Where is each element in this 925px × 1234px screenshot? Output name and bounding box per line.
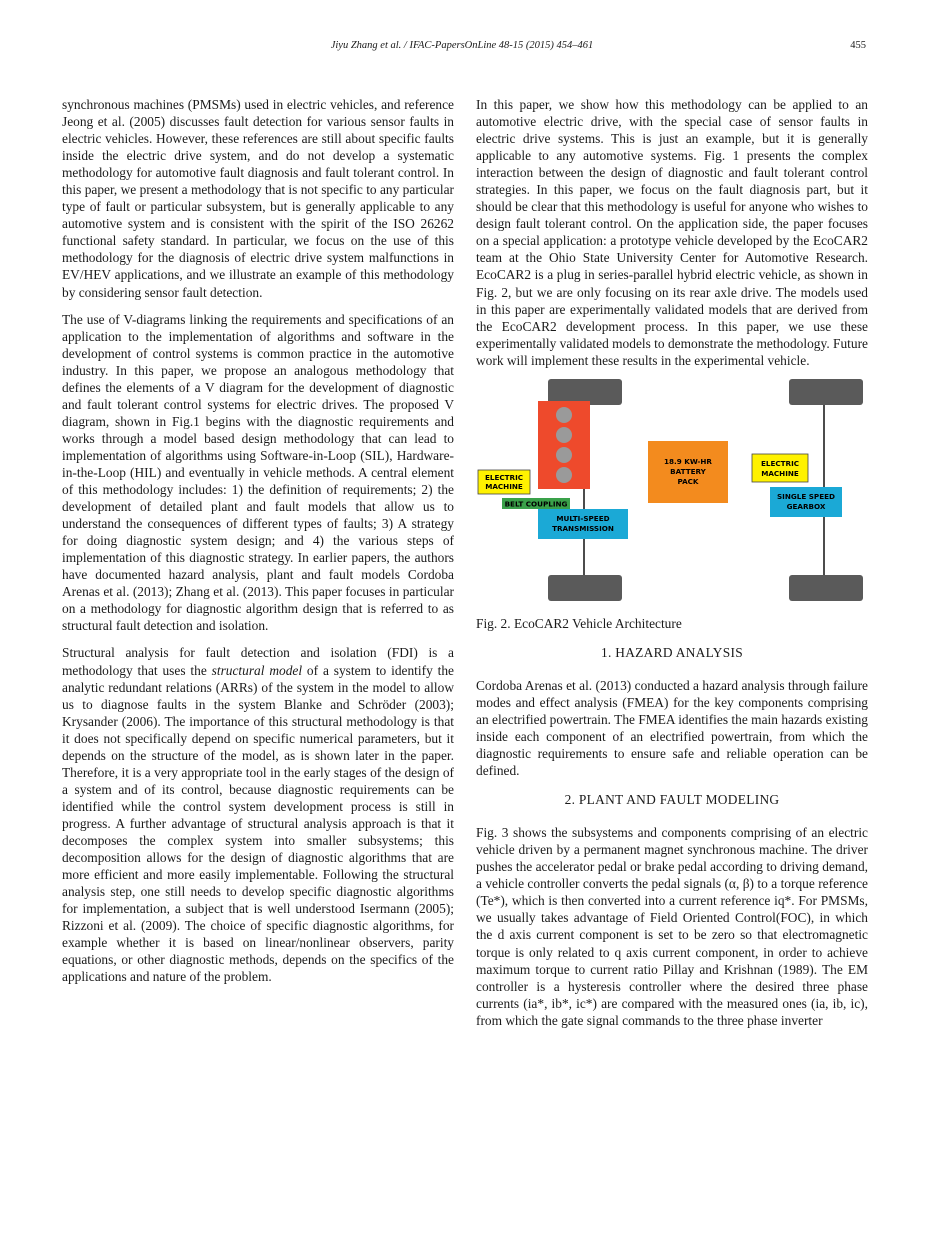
wheel-rear-top xyxy=(789,379,863,405)
architecture-diagram xyxy=(476,379,868,615)
paragraph xyxy=(62,644,454,985)
gearbox-line1: SINGLE SPEED xyxy=(777,491,835,501)
figure-ecocar2-architecture xyxy=(476,379,868,615)
paragraph: Fig. 3 shows the subsystems and components comprising of an electric vehicle driven by a permanent magnet synchronous machine. The driver pushes the accelerator pedal or brake pedal according to driving demand, a vehicle controller converts the pedal signals (α, β) to a torque reference (Te*), which is then converted into a current reference iq*. For PMSMs, we usually takes advantage of Field Oriented Control(FOC), in which the d axis current component is set to be zero so that electromagnetic torque is only related to q axis current component, in order to achieve maximum torque to current ratio Pillay and Krishnan (1989). The EM controller is a hysteresis controller where the desired three phase currents (ia*, ib*, ic*) are compared with the measured ones (ia, ib, ic), from which the gate signal commands to the three phase inverter xyxy=(476,825,868,1028)
cylinder xyxy=(556,467,572,483)
transmission-line2: TRANSMISSION xyxy=(552,523,614,533)
wheel-front-bottom xyxy=(548,575,622,601)
left-column xyxy=(62,96,454,995)
belt-coupling-label: BELT COUPLING xyxy=(504,499,568,509)
section-heading-hazard-analysis: 1. HAZARD ANALYSIS xyxy=(600,644,744,660)
electric-machine-rear-line2: MACHINE xyxy=(761,468,799,478)
cylinder xyxy=(556,427,572,443)
paragraph: Cordoba Arenas et al. (2013) conducted a hazard analysis through failure modes and effect analysis (FMEA) for the key components comprising an electrified powertrain. The FMEA identifies the main hazards existing inside each component of an electrified powertrain, from which the diagnostic requirements to ensure safe and reliable operation can be defined. xyxy=(476,677,868,779)
gearbox-line2: GEARBOX xyxy=(786,501,826,511)
cylinder xyxy=(556,447,572,463)
running-head: Jiyu Zhang et al. / IFAC-PapersOnLine 48-15 (2015) 454–461 xyxy=(330,40,594,51)
text-run: Structural analysis for fault detection and isolation (FDI) is a methodology that uses the xyxy=(62,645,454,678)
cylinder xyxy=(556,407,572,423)
paragraph: synchronous machines (PMSMs) used in electric vehicles, and reference Jeong et al. (2005) discusses fault detection for various sensor faults in electric vehicles. However, these references are still about specific faults inside the electric drive system, and do not develop a systematic methodology for automotive fault diagnosis and fault tolerant control. In this paper, we present a methodology that is not specific to any particular type of fault or particular subsystem, but is generally applicable to any automotive system and is consistent with the spirit of the ISO 26262 functional safety standard. In particular, we focus on the use of this methodology for the diagnosis of electric drive system malfunctions in EV/HEV applications, and we illustrate an example of this methodology by considering sensor fault detection. xyxy=(62,97,454,300)
wheel-rear-bottom xyxy=(789,575,863,601)
electric-machine-front-line2: MACHINE xyxy=(485,481,523,491)
paragraph: The use of V-diagrams linking the requirements and specifications of an application to the implementation of algorithms and software in the development of control systems is common practice in the automotive industry. In this paper, we propose an analogous methodology that defines the elements of a V diagram for the development of diagnostic and fault tolerant control systems for electric drives. The proposed V diagram, shown in Fig.1 begins with the diagnostic requirements and works through a model based design methodology that can lead to implementation of algorithms using Software-in-Loop (SIL), Hardware-in-the-Loop (HIL) and eventually in vehicle methods. A central element of this methodology includes: 1) the definition of requirements; 2) the development of detailed plant and fault models that allow us to understand the consequences of different types of faults; 3) A strategy for doing diagnostic system design; and 4) the various steps of implementation of this diagnostic strategy. In earlier papers, the authors have documented hazard analysis, plant and fault models Cordoba Arenas et al. (2013); Zhang et al. (2013). This paper focuses in particular on a methodology for diagnostic algorithm design that is referred to as structural fault detection and isolation. xyxy=(62,311,454,634)
page-header xyxy=(62,40,866,60)
battery-line3: PACK xyxy=(677,476,699,486)
paragraph: In this paper, we show how this methodology can be applied to an automotive electric drive, with the special case of sensor faults in electric drive systems. This is just an example, but it is generally applicable to any automotive systems. Fig. 1 presents the complex interaction between the design of diagnostic and fault tolerant control strategies. In this paper, we focus on the fault diagnosis part, but it should be clear that this methodology is useful for anyone who wishes to design fault tolerant control. On the application side, the paper focuses on a special application: a prototype vehicle developed by the EcoCAR2 team at the Ohio State University Center for Automotive Research. EcoCAR2 is a plug in series-parallel hybrid electric vehicle, as shown in Fig. 2, but we are only focusing on its rear axle drive. The models used in this paper are experimentally validated models that are derived from the EcoCAR2 development process. In this paper, we use these experimentally validated models to demonstrate the methodology. Future work will implement these results in the experimental vehicle. xyxy=(476,97,868,368)
battery-line1: 18.9 KW-HR xyxy=(664,456,712,466)
electric-machine-rear-line1: ELECTRIC xyxy=(760,458,800,468)
right-column xyxy=(476,96,868,1039)
text-run: of a system to identify the analytic redundant relations (ARRs) of the system in the model to allow us to diagnose faults in the system Blanke and Schröder (2003); Krysander (2006). The importance of this structural methodology is that it does not specifically depend on specific numerical parameters, but it depends on the structure of the model, as is shown later in the paper. Therefore, it is a very appropriate tool in the early stages of the design of a system and of its control, because diagnostic requirements can be identified while the control system development process is still in progress. A further advantage of structural analysis approach is that it decomposes the complex system into smaller subsystems; this decomposition allows for the design of diagnostic algorithms that are more efficient and more easily implementable. Following the structural analysis step, one still needs to develop specific diagnostic algorithms for implementation, a subject that is well understood Isermann (2005); Rizzoni et al. (2009). The choice of specific diagnostic algorithms, for example whether it is based on linear/nonlinear observers, parity equations, or other diagnostic methods, depends on the specifics of the applications and nature of the problem. xyxy=(62,662,454,985)
electric-machine-front-line1: ELECTRIC xyxy=(484,472,524,482)
transmission-line1: MULTI-SPEED xyxy=(556,513,610,523)
page-number: 455 xyxy=(850,40,866,51)
battery-line2: BATTERY xyxy=(670,466,706,476)
section-heading-plant-fault-modeling: 2. PLANT AND FAULT MODELING xyxy=(564,792,780,808)
figure-caption: Fig. 2. EcoCAR2 Vehicle Architecture xyxy=(476,615,682,631)
emphasis-structural-model: structural model xyxy=(211,662,303,678)
